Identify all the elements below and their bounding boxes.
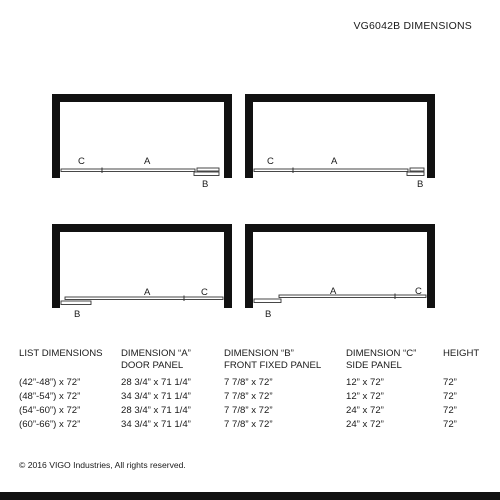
cell-list-dimension: (54”-60”) x 72” <box>19 404 81 416</box>
label-a: A <box>330 286 337 297</box>
cell-height: 72” <box>443 376 457 388</box>
cell-dimension-a: 28 3/4” x 71 1/4” <box>121 376 191 388</box>
cell-dimension-a: 34 3/4” x 71 1/4” <box>121 390 191 402</box>
label-c: C <box>201 287 208 298</box>
table-row <box>19 390 489 404</box>
table-row <box>19 418 489 432</box>
label-b: B <box>74 309 81 320</box>
label-c: C <box>78 156 85 167</box>
copyright-notice: © 2016 VIGO Industries, All rights reserved. <box>19 460 186 470</box>
cell-dimension-c: 12” x 72” <box>346 376 384 388</box>
cell-height: 72” <box>443 404 457 416</box>
header-dimension-c: DIMENSION “C” SIDE PANEL <box>346 348 417 371</box>
cell-dimension-a: 34 3/4” x 71 1/4” <box>121 418 191 430</box>
header-list-dimensions: LIST DIMENSIONS <box>19 348 103 359</box>
cell-height: 72” <box>443 390 457 402</box>
shower-plan-diagram-2 <box>245 94 435 194</box>
header-dimension-b: DIMENSION “B” FRONT FIXED PANEL <box>224 348 322 371</box>
label-b: B <box>202 179 209 190</box>
label-c: C <box>267 156 274 167</box>
header-dimension-a: DIMENSION “A” DOOR PANEL <box>121 348 191 371</box>
table-header-row <box>19 348 489 376</box>
cell-dimension-b: 7 7/8” x 72” <box>224 376 273 388</box>
header-height: HEIGHT <box>443 348 480 359</box>
cell-dimension-c: 24” x 72” <box>346 418 384 430</box>
label-a: A <box>331 156 338 167</box>
label-b: B <box>265 309 272 320</box>
dimensions-table <box>19 348 489 432</box>
cell-dimension-c: 12” x 72” <box>346 390 384 402</box>
label-a: A <box>144 287 151 298</box>
cell-list-dimension: (60”-66”) x 72” <box>19 418 81 430</box>
page-title: VG6042B DIMENSIONS <box>353 20 472 32</box>
shower-plan-diagram-4 <box>245 224 435 324</box>
cell-height: 72” <box>443 418 457 430</box>
cell-dimension-b: 7 7/8” x 72” <box>224 404 273 416</box>
label-c: C <box>415 286 422 297</box>
cell-dimension-a: 28 3/4” x 71 1/4” <box>121 404 191 416</box>
shower-plan-diagram-3 <box>52 224 232 324</box>
label-a: A <box>144 156 151 167</box>
shower-plan-diagram-1 <box>52 94 232 194</box>
cell-list-dimension: (48”-54”) x 72” <box>19 390 81 402</box>
table-row <box>19 376 489 390</box>
cell-dimension-b: 7 7/8” x 72” <box>224 418 273 430</box>
cell-dimension-c: 24” x 72” <box>346 404 384 416</box>
bottom-border-bar <box>0 492 500 500</box>
label-b: B <box>417 179 424 190</box>
table-row <box>19 404 489 418</box>
cell-list-dimension: (42”-48”) x 72” <box>19 376 81 388</box>
cell-dimension-b: 7 7/8” x 72” <box>224 390 273 402</box>
